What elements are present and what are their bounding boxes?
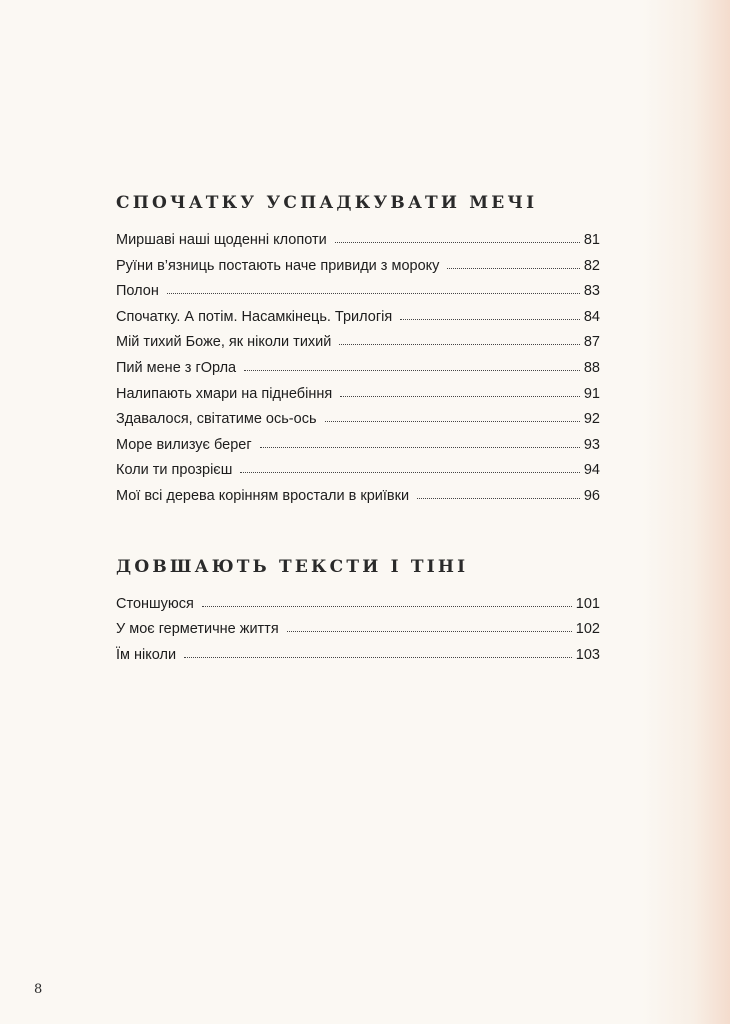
toc-entry[interactable] — [116, 484, 600, 510]
dot-leader — [417, 486, 580, 500]
toc-entry[interactable] — [116, 305, 600, 331]
toc-section-1 — [116, 190, 600, 510]
section-title: ДОВШАЮТЬ ТЕКСТИ І ТІНІ — [116, 556, 469, 577]
dot-leader — [447, 256, 579, 270]
toc-entry[interactable] — [116, 407, 600, 433]
toc-entry[interactable] — [116, 279, 600, 305]
toc-entry-page: 101 — [575, 595, 600, 612]
dot-leader — [240, 460, 580, 474]
toc-entry[interactable] — [116, 356, 600, 382]
dot-leader — [335, 230, 580, 244]
dot-leader — [202, 594, 572, 608]
toc-entry-page: 93 — [583, 436, 600, 453]
toc-entry-page: 94 — [583, 462, 600, 479]
toc-list — [116, 592, 600, 669]
table-of-contents — [116, 190, 600, 668]
toc-entry[interactable] — [116, 592, 600, 618]
toc-entry[interactable] — [116, 382, 600, 408]
page-number: 8 — [34, 982, 43, 997]
toc-entry-title: Море вилизує берег — [116, 436, 252, 453]
toc-entry-page: 91 — [583, 385, 600, 402]
toc-entry-title: Мої всі дерева корінням вростали в криївки — [116, 487, 410, 504]
dot-leader — [400, 307, 580, 321]
dot-leader — [287, 619, 572, 633]
toc-entry-page: 84 — [583, 308, 600, 325]
toc-entry-page: 92 — [583, 411, 600, 428]
dot-leader — [167, 281, 580, 295]
toc-entry-page: 103 — [575, 646, 600, 663]
toc-entry[interactable] — [116, 254, 600, 280]
toc-entry-page: 83 — [583, 283, 600, 300]
toc-entry-page: 96 — [583, 487, 600, 504]
section-title: СПОЧАТКУ УСПАДКУВАТИ МЕЧІ — [116, 193, 538, 213]
toc-entry-page: 81 — [583, 232, 600, 248]
toc-entry[interactable] — [116, 433, 600, 459]
toc-entry-title: Полон — [116, 283, 159, 300]
toc-entry-page: 82 — [583, 257, 600, 274]
dot-leader — [325, 409, 580, 423]
toc-entry[interactable] — [116, 458, 600, 484]
toc-entry-page: 102 — [575, 621, 600, 638]
toc-entry-page: 87 — [583, 334, 600, 351]
toc-entry[interactable] — [116, 643, 600, 669]
toc-entry-title: Миршаві наші щоденні клопоти — [116, 232, 327, 248]
toc-entry-title: У моє герметичне життя — [116, 621, 279, 638]
dot-leader — [244, 358, 580, 372]
toc-list — [116, 228, 600, 510]
toc-entry-title: Коли ти прозрієш — [116, 462, 233, 479]
toc-entry[interactable] — [116, 228, 600, 254]
dot-leader — [184, 645, 572, 659]
toc-entry-page: 88 — [583, 359, 600, 376]
toc-entry-title: Стоншуюся — [116, 595, 194, 612]
toc-entry-title: Здавалося, світатиме ось-ось — [116, 411, 317, 428]
toc-entry[interactable] — [116, 617, 600, 643]
dot-leader — [339, 332, 579, 346]
dot-leader — [260, 435, 580, 449]
toc-entry-title: Спочатку. А потім. Насамкінець. Трилогія — [116, 308, 393, 325]
toc-entry[interactable] — [116, 330, 600, 356]
toc-entry-title: Мій тихий Боже, як ніколи тихий — [116, 334, 332, 351]
toc-entry-title: Руїни в’язниць постають наче привиди з мороку — [116, 257, 440, 274]
toc-entry-title: Їм ніколи — [116, 646, 177, 663]
toc-entry-title: Налипають хмари на піднебіння — [116, 385, 333, 402]
toc-entry-title: Пий мене з гОрла — [116, 359, 237, 376]
toc-section-2 — [116, 554, 600, 669]
dot-leader — [340, 384, 580, 398]
